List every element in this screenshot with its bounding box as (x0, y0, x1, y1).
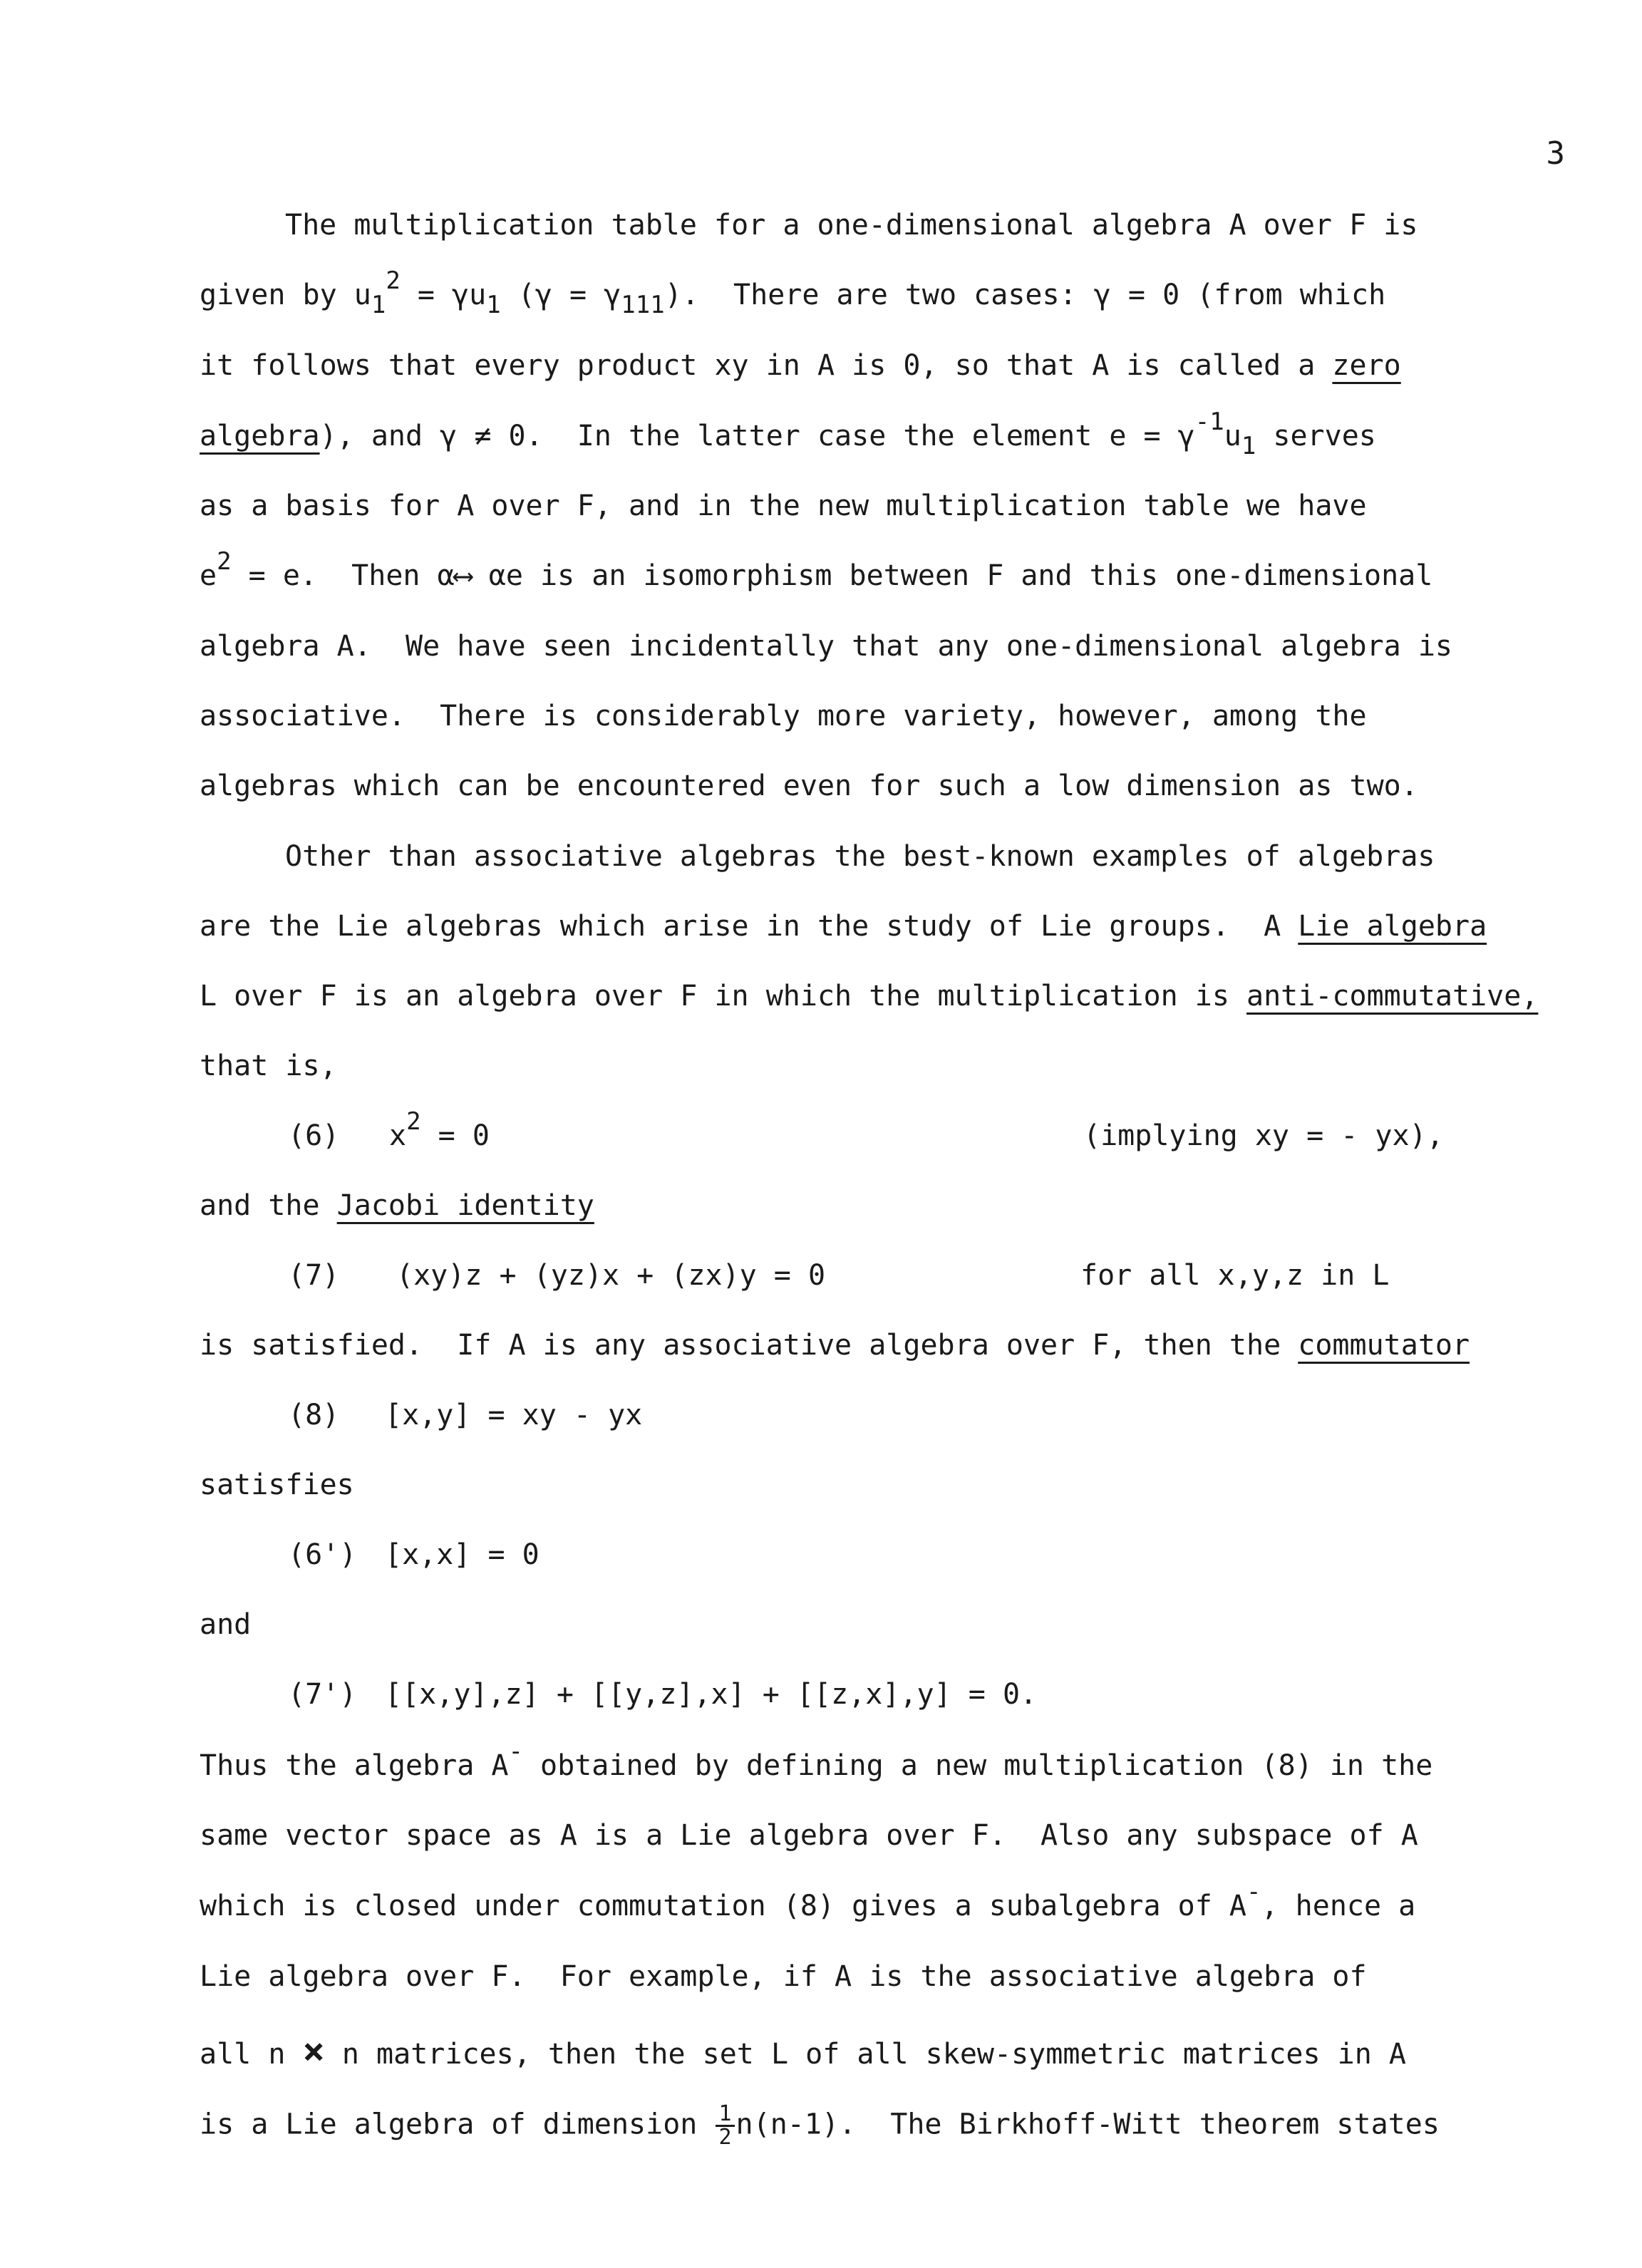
term-lie-algebra: Lie algebra (1298, 910, 1487, 943)
times-symbol: × (302, 2030, 325, 2073)
equation-8-label: (8) (288, 1399, 340, 1431)
paragraph-1-line-1: The multiplication table for a one-dimensional algebra A over F is (285, 209, 1418, 242)
paragraph-3-line-2: same vector space as A is a Lie algebra over F. Also any subspace of A (200, 1819, 1418, 1852)
equation-7-prime-label: (7') (288, 1678, 357, 1711)
paragraph-1-line-5: as a basis for A over F, and in the new multiplication table we have (200, 490, 1367, 522)
term-commutator: commutator (1298, 1329, 1470, 1362)
equation-7-prime: [[x,y],z] + [[y,z],x] + [[z,x],y] = 0. (385, 1678, 1038, 1711)
paragraph-2-line-4: that is, (200, 1050, 337, 1082)
paragraph-1-line-8: associative. There is considerably more variety, however, among the (200, 700, 1367, 732)
satisfies-line: satisfies (200, 1469, 354, 1501)
equation-6-note: (implying xy = - yx), (1083, 1119, 1444, 1152)
fraction-one-half: $\frac{1}{2}$ (716, 2103, 734, 2148)
equation-7-note: for all x,y,z in L (1080, 1259, 1390, 1292)
paragraph-1-line-3: it follows that every product xy in A is 0, so that A is called a zero (200, 349, 1401, 382)
paragraph-3-line-1: Thus the algebra A- obtained by defining a new multiplication (8) in the (200, 1737, 1433, 1782)
paragraph-2-line-1: Other than associative algebras the best-known examples of algebras (285, 840, 1435, 873)
paragraph-3-line-4: Lie algebra over F. For example, if A is the associative algebra of (200, 1960, 1367, 1993)
satisfied-line: is satisfied. If A is any associative algebra over F, then the commutator (200, 1329, 1470, 1362)
equation-7: (xy)z + (yz)x + (zx)y = 0 (396, 1259, 826, 1292)
paragraph-1-line-7: algebra A. We have seen incidentally that any one-dimensional algebra is (200, 630, 1452, 663)
paragraph-3-line-6: is a Lie algebra of dimension $\frac{1}{2}$ n(n-1). The Birkhoff-Witt theorem states (200, 2101, 1440, 2150)
equation-6-prime-label: (6') (288, 1538, 357, 1571)
equation-6: $x^2 = 0$ (389, 1107, 490, 1152)
term-jacobi-identity: Jacobi identity (336, 1189, 594, 1222)
paragraph-3-line-5: all n × n matrices, then the set L of all skew-symmetric matrices in A (200, 2030, 1406, 2073)
term-zero-algebra-cont: algebra (200, 420, 320, 452)
paragraph-1-line-9: algebras which can be encountered even for such a low dimension as two. (200, 770, 1418, 802)
paragraph-2-line-3: L over F is an algebra over F in which the multiplication is anti-commutative, (200, 980, 1539, 1013)
equation-7-label: (7) (288, 1259, 340, 1292)
equation-6-label: (6) (288, 1119, 340, 1152)
term-anti-commutative: anti-commutative, (1246, 980, 1539, 1013)
paragraph-2-line-2: are the Lie algebras which arise in the study of Lie groups. A Lie algebra (200, 910, 1487, 943)
jacobi-line: and the Jacobi identity (200, 1189, 594, 1222)
and-line: and (200, 1608, 252, 1641)
term-zero-algebra: zero (1332, 349, 1401, 382)
paragraph-1-line-6: $e^2 = e$. Then α⟷ αe is an isomorphism between F and this one-dimensional (200, 547, 1433, 592)
page-number: 3 (1546, 135, 1565, 172)
paragraph-1-line-4: algebra), and γ ≠ 0. In the latter case the element $e = \gamma^{-1}u_1$ serves (200, 408, 1376, 460)
equation-6-prime: [x,x] = 0 (385, 1538, 539, 1571)
paragraph-1-line-2: given by $u_1^2 = \gamma u_1$ $(\gamma = \gamma_{111})$. There are two cases: γ = 0 (from which (200, 266, 1386, 319)
paragraph-3-line-3: which is closed under commutation (8) gives a subalgebra of A-, hence a (200, 1878, 1416, 1922)
equation-8: [x,y] = xy - yx (385, 1399, 643, 1431)
